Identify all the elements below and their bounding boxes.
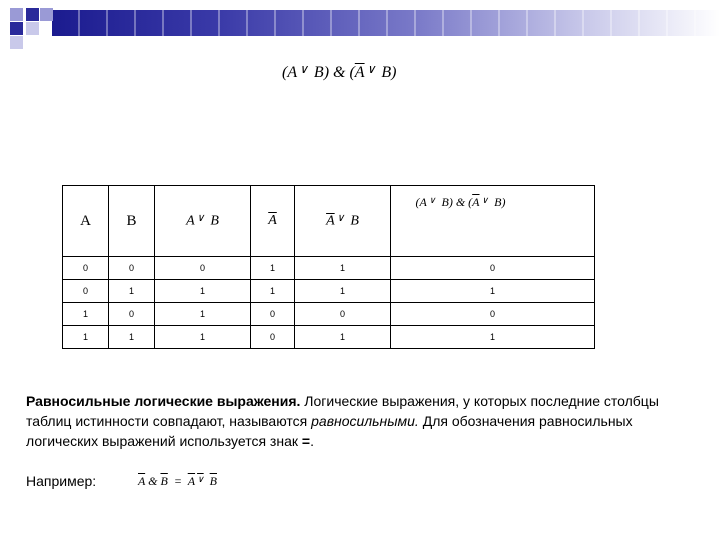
cell: 1	[391, 326, 595, 349]
cell: 0	[109, 303, 155, 326]
cell: 0	[155, 257, 251, 280]
cell: 1	[63, 326, 109, 349]
cell: 0	[63, 280, 109, 303]
cell: 1	[295, 280, 391, 303]
table-row	[63, 280, 595, 303]
or-symbol: ∨	[299, 62, 308, 76]
var-not-b: $\overline{B}$	[160, 474, 168, 489]
cell: 1	[251, 257, 295, 280]
table-row	[63, 257, 595, 280]
header-col-b: B	[109, 186, 155, 257]
deco-square	[10, 36, 23, 49]
paren: )	[323, 64, 330, 82]
header-formula	[282, 62, 396, 82]
var-a: A	[287, 64, 298, 82]
definition-term: равносильными.	[311, 413, 419, 429]
paren: (	[349, 64, 355, 82]
cell: 0	[391, 257, 595, 280]
equivalence-sign: =	[301, 433, 311, 449]
truth-table	[62, 185, 595, 349]
definition-text: Логические выражения, у которых последние столбцы таблиц истинности совпадают, называются	[26, 393, 659, 429]
definition-heading: Равносильные логические выражения.	[26, 393, 301, 409]
deco-square	[10, 8, 23, 21]
table-header-row	[63, 186, 595, 257]
deco-square	[26, 22, 39, 35]
definition-text: Для обозначения равносильных логических выражений используется знак	[26, 413, 633, 449]
cell: 0	[63, 257, 109, 280]
example-label: Например:	[26, 473, 97, 489]
table-row	[63, 303, 595, 326]
cell: 1	[109, 326, 155, 349]
cell: 1	[155, 326, 251, 349]
cell: 0	[251, 303, 295, 326]
var-b: B	[381, 64, 392, 82]
var-not-a: $\overline{A}$	[138, 474, 146, 489]
cell: 1	[63, 303, 109, 326]
paren: (	[282, 64, 288, 82]
header-col-not-a: $\overline{A}$	[251, 186, 295, 257]
deco-square	[10, 22, 23, 35]
cell: 1	[109, 280, 155, 303]
header-col-a-or-b: A ∨ B	[155, 186, 251, 257]
paren: )	[391, 64, 397, 82]
negated-disjunction: A ∨ B	[187, 474, 217, 489]
cell: 1	[155, 280, 251, 303]
cell: 0	[391, 303, 595, 326]
cell: 1	[251, 280, 295, 303]
cell: 0	[109, 257, 155, 280]
header-col-not-a-or-b: $\overline{A}$ ∨ B	[295, 186, 391, 257]
cell: 1	[295, 326, 391, 349]
header-col-a: A	[63, 186, 109, 257]
equals-symbol: =	[173, 474, 182, 489]
cell: 1	[295, 257, 391, 280]
deco-square	[26, 8, 39, 21]
cell: 1	[155, 303, 251, 326]
header-stripes	[52, 10, 720, 36]
var-b: B	[313, 64, 324, 82]
var-not-a: $\overline{A}$	[354, 64, 365, 82]
example-formula	[138, 474, 217, 489]
or-symbol: ∨	[366, 62, 376, 76]
definition-paragraph: Равносильные логические выражения. Логические выражения, у которых последние столбцы таблиц истинности совпадают, называются равносильными. Для обозначения равносильных логических выражений используется знак =.	[26, 393, 659, 449]
deco-square	[40, 8, 53, 21]
header-col-result: (A ∨ B) & ($\overline{A}$ ∨ B)	[391, 186, 595, 257]
cell: 0	[251, 326, 295, 349]
cell: 0	[295, 303, 391, 326]
table-row	[63, 326, 595, 349]
and-symbol: &	[333, 64, 346, 82]
and-symbol: &	[148, 474, 158, 489]
cell: 1	[391, 280, 595, 303]
